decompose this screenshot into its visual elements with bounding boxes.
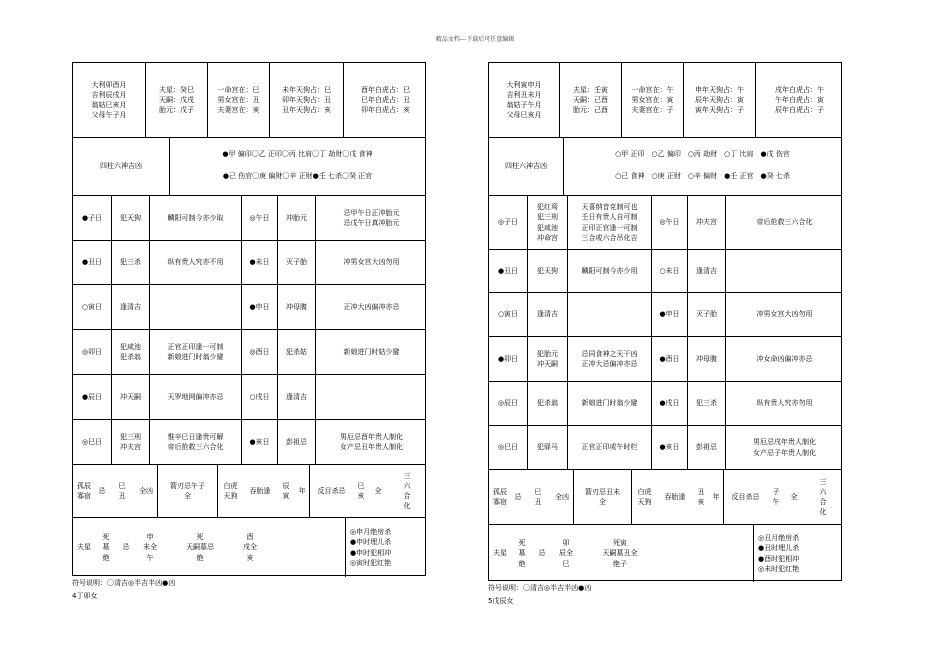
taboo-l: 全	[790, 492, 798, 501]
day-label: ●戌日	[651, 382, 687, 425]
day-type: 犯三杀	[111, 241, 149, 284]
day-type: 犯天狗	[527, 250, 567, 292]
taboo-g: 吞胎逢	[664, 492, 686, 501]
day-type: 灭子胎	[277, 241, 315, 284]
months-cell: 大利寅申月 吉利丑未月 翁姑子午月 父母巳亥月	[506, 80, 542, 120]
day-type: 犯驿马	[527, 426, 567, 469]
chart-4-dingmao-female	[72, 62, 426, 576]
day-note: 冲男女宫大凶勿用	[315, 241, 427, 284]
months-cell: 大利卯酉月 吉利辰戌月 翁姑巳亥月 父母午子月	[91, 80, 127, 120]
palace-cell: 一命宫在：巳 男女宫在：丑 夫妻宫在：亥	[207, 63, 269, 137]
husband-f: 酉 戌全 亥	[243, 533, 257, 562]
day-note: 麟阳可制今亦少取	[149, 196, 241, 240]
day-note: 冲女命凶偏冲亦忌	[725, 337, 843, 381]
day-type: 冲夫宫	[687, 196, 725, 249]
gods-row	[73, 137, 425, 195]
day-type: 冲母腹	[277, 285, 315, 329]
husband-e: 死寅 天嗣墓丑全 绝子	[602, 539, 638, 568]
day-type: 犯杀翁	[527, 382, 567, 425]
day-note: 帝后抢救三六合化	[725, 196, 843, 249]
day-type: 灭子胎	[687, 293, 725, 336]
day-type: 犯三刑 冲夫宫	[111, 420, 149, 464]
taboo-m: 三 六 合 化	[403, 471, 411, 511]
day-note: 纵有贵人究亦勿用	[725, 382, 843, 425]
day-note: 惟辛巳日逢贵可解 帝后抢救三六合化	[149, 420, 241, 464]
taboo-j: 反目杀忌	[309, 465, 353, 517]
day-row	[73, 419, 425, 464]
gods-line-2: ●己 伤官〇庚 偏财〇辛 正财●壬 七杀〇癸 正官	[222, 171, 373, 180]
day-row	[489, 336, 841, 381]
husband-c: 忌	[122, 543, 130, 552]
taboo-e: 箭刃忌丑未 全	[573, 470, 631, 524]
gods-line-1: ●甲 偏印〇乙 正印〇丙 比肩〇丁 劫财〇戊 食神	[222, 149, 373, 158]
day-note: 正冲大凶偏冲亦忌	[315, 285, 427, 329]
day-label: ○戌日	[241, 375, 277, 419]
taboo-f: 白虎 天狗	[217, 465, 243, 517]
gods-line-1: ○甲 正印 ○乙 偏印 ○丙 劫财 ○丁 比肩 ●戊 伤官	[615, 149, 790, 158]
day-row	[73, 284, 425, 329]
baihu-cell: 酉年白虎占：巳 巳年白虎占：丑 卯年白虎占：亥	[343, 63, 427, 137]
day-row	[489, 381, 841, 425]
husband-row	[73, 517, 425, 577]
day-label: ○寅日	[497, 310, 519, 319]
day-type: 犯咸池 犯杀翁	[111, 330, 149, 374]
day-type: 彭祖忌	[277, 420, 315, 464]
hour-notes: ◎丑月绝房杀 ●丑时埋儿杀 ●酉时犯相冲 ◎未时犯红艳	[753, 525, 843, 582]
day-row	[73, 329, 425, 374]
day-type: 逢清吉	[111, 285, 149, 329]
husband-row	[489, 524, 841, 582]
symbol-note: 符号说明：〇清吉◎半吉半凶●凶	[72, 579, 176, 587]
taboo-b: 忌	[514, 492, 522, 501]
day-label: ●酉日	[651, 337, 687, 381]
taboo-b: 忌	[98, 486, 106, 495]
day-label: ●未日	[241, 241, 277, 284]
gods-row	[489, 137, 841, 195]
taboo-a: 孤辰 寡宿	[493, 487, 507, 506]
taboo-i: 年	[712, 492, 720, 501]
day-label: ●丑日	[81, 258, 103, 267]
day-label: ●辰日	[81, 392, 103, 401]
day-note: 正官正印逢一可制 新娘进门时翁少避	[149, 330, 241, 374]
taboo-k: 巳 亥	[357, 481, 365, 500]
baihu-cell: 戌年白虎占：午 午年白虎占：寅 辰年白虎占：子	[755, 63, 843, 137]
day-label: ●子日	[81, 213, 103, 222]
day-note: 新娘进门时姑少避	[315, 330, 427, 374]
day-label: ●卯日	[497, 354, 519, 363]
taboo-h: 丑 亥	[697, 487, 705, 506]
day-note: 天喜纳音克制可也 壬日有贵人自可制 正印正官逢一可制 三合或六合吊化吉	[567, 196, 651, 249]
tiangou-cell: 申年天狗占：午 辰年天狗占：寅 寅年天狗占：子	[683, 63, 755, 137]
day-row	[489, 249, 841, 292]
husband-d: 申 未全 午	[143, 533, 157, 562]
husband-b: 死 墓 绝	[518, 539, 526, 568]
day-note	[315, 375, 427, 419]
day-label: ◎午日	[651, 196, 687, 249]
taboo-m: 三 六 合 化	[819, 477, 827, 517]
day-label: ◎子日	[497, 218, 519, 227]
day-row	[489, 195, 841, 249]
caption: 5戊辰女	[488, 597, 514, 605]
husband-c: 忌	[538, 549, 546, 558]
husband-d: 卯 辰全 巳	[559, 539, 573, 568]
taboo-j: 反目杀忌	[723, 470, 767, 524]
taboo-row	[489, 469, 841, 524]
day-type: 逢清吉	[527, 293, 567, 336]
day-type: 逢清吉	[277, 375, 315, 419]
gods-label: 四柱六神吉凶	[505, 162, 547, 171]
top-info-row	[489, 63, 841, 137]
day-label: ●申日	[241, 285, 277, 329]
taboo-h: 辰 寅	[282, 481, 290, 500]
day-note: 男厄忌酉年贵人制化 女产忌丑年贵人制化	[315, 420, 427, 464]
day-label: ◎卯日	[81, 347, 103, 356]
symbol-note: 符号说明：〇清吉◎半吉半凶●凶	[488, 584, 592, 592]
day-label: ◎酉日	[241, 330, 277, 374]
taboo-i: 年	[298, 486, 306, 495]
day-note: 纵有贵人究亦不用	[149, 241, 241, 284]
day-type: 彭祖忌	[687, 426, 725, 469]
day-label: ○寅日	[81, 302, 103, 311]
day-type: 冲天嗣	[111, 375, 149, 419]
taboo-c: 巳 丑	[118, 481, 126, 500]
caption: 4丁卯女	[72, 592, 98, 600]
taboo-d: 全凶	[555, 492, 569, 501]
day-row	[73, 374, 425, 419]
husband-f	[659, 525, 679, 582]
day-type: 犯三杀	[687, 382, 725, 425]
day-note: 忌甲午日正冲胎元 忌戊午日真冲胎元	[315, 196, 427, 240]
taboo-c: 巳 丑	[534, 487, 542, 506]
day-type: 犯天狗	[111, 196, 149, 240]
day-row	[489, 292, 841, 336]
husband-star-label: 夫星	[493, 549, 507, 558]
day-row	[73, 240, 425, 284]
day-note: 麟阳可制今亦少用	[567, 250, 651, 292]
taboo-d: 全凶	[139, 486, 153, 495]
taboo-g: 吞胎逢	[249, 486, 271, 495]
day-label: ●申日	[651, 293, 687, 336]
day-label: ○未日	[651, 250, 687, 292]
taboo-row	[73, 464, 425, 517]
day-label: ●亥日	[241, 420, 277, 464]
taboo-k: 子 午	[772, 487, 780, 506]
day-row	[489, 425, 841, 469]
taboo-l: 全	[374, 486, 382, 495]
day-label: ◎午日	[241, 196, 277, 240]
day-note	[725, 250, 843, 292]
day-note: 男厄忌戌年贵人制化 女产忌子年贵人制化	[725, 426, 843, 469]
palace-cell: 一命宫在：午 男女宫在：寅 夫妻宫在：子	[621, 63, 683, 137]
day-note: 天罗地网偏冲亦忌	[149, 375, 241, 419]
husband-e: 死 天嗣墓忌 绝	[186, 533, 214, 562]
day-note	[567, 293, 651, 336]
day-note: 新娘进门时翁少避	[567, 382, 651, 425]
taboo-f: 白虎 天狗	[631, 470, 657, 524]
day-label: ◎巳日	[81, 437, 103, 446]
day-note: 忌同食神之天干凶 正冲大忌偏冲亦忌	[567, 337, 651, 381]
tiangou-cell: 未年天狗占：巳 卯年天狗占：丑 丑年天狗占：亥	[269, 63, 343, 137]
day-note: 冲男女宫大凶勿用	[725, 293, 843, 336]
stars-cell: 夫星：壬寅 天嗣：己酉 胎元：己酉	[559, 63, 621, 137]
chart-5-wuchen-female	[488, 62, 842, 581]
day-label: ●丑日	[497, 266, 519, 275]
day-type: 冲胎元	[277, 196, 315, 240]
day-label: ●亥日	[651, 426, 687, 469]
day-type: 犯红鸾 犯三刑 犯咸池 冲命宫	[527, 196, 567, 249]
day-label: ◎辰日	[497, 399, 519, 408]
gods-line-2: ○己 食神 ○庚 正财 ○辛 偏财 ●壬 正官 ●癸 七杀	[615, 171, 790, 180]
taboo-e: 箭刃忌午子 全	[157, 465, 217, 517]
stars-cell: 夫星：癸巳 天嗣：戊戌 胎元：戊子	[145, 63, 207, 137]
husband-star-label: 夫星	[77, 543, 91, 552]
taboo-a: 孤辰 寡宿	[77, 481, 91, 500]
gods-label: 四柱六神吉凶	[100, 162, 142, 171]
day-note: 正官正印或午时栏	[567, 426, 651, 469]
day-note	[149, 285, 241, 329]
day-type: 逢清吉	[687, 250, 725, 292]
top-info-row	[73, 63, 425, 137]
day-row	[73, 195, 425, 240]
husband-b: 死 墓 绝	[102, 533, 110, 562]
day-type: 犯胎元 冲天嗣	[527, 337, 567, 381]
hour-notes: ◎申月绝房杀 ●申时埋儿杀 ●申时犯相冲 ◎寅时犯红艳	[345, 518, 427, 577]
page-header: 精品文档---下载后可任意编辑	[435, 36, 515, 43]
day-label: ◎巳日	[497, 443, 519, 452]
day-type: 冲母腹	[687, 337, 725, 381]
day-type: 犯杀姑	[277, 330, 315, 374]
